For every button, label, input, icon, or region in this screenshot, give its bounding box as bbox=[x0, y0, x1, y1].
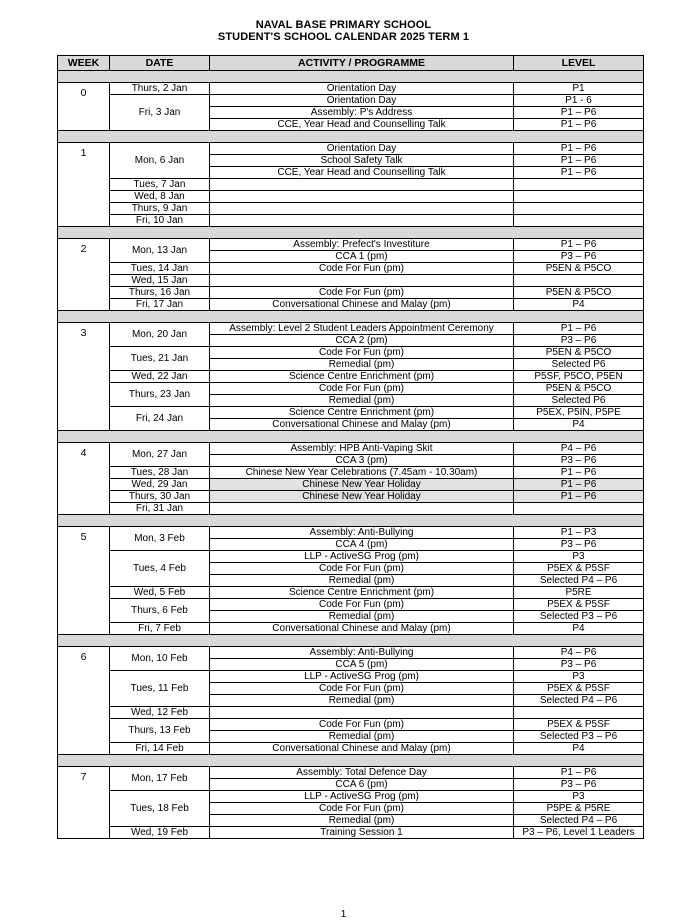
level-cell: P1 – P6 bbox=[514, 107, 644, 119]
level-cell: P5EN & P5CO bbox=[514, 383, 644, 395]
level-cell: P4 bbox=[514, 623, 644, 635]
level-cell: P4 bbox=[514, 419, 644, 431]
column-header-week: WEEK bbox=[58, 56, 110, 71]
activity-cell: Code For Fun (pm) bbox=[210, 599, 514, 611]
level-cell: P1 bbox=[514, 83, 644, 95]
date-cell: Tues, 18 Feb bbox=[110, 791, 210, 827]
level-cell: P1 – P6 bbox=[514, 155, 644, 167]
activity-cell: Science Centre Enrichment (pm) bbox=[210, 407, 514, 419]
table-row bbox=[58, 527, 644, 539]
date-cell: Tues, 21 Jan bbox=[110, 347, 210, 371]
level-cell: P3 – P6, Level 1 Leaders bbox=[514, 827, 644, 839]
separator-cell bbox=[58, 227, 644, 239]
activity-cell: School Safety Talk bbox=[210, 155, 514, 167]
table-row bbox=[58, 95, 644, 107]
level-cell: Selected P6 bbox=[514, 395, 644, 407]
separator-cell bbox=[58, 431, 644, 443]
table-row bbox=[58, 275, 644, 287]
date-cell: Mon, 20 Jan bbox=[110, 323, 210, 347]
date-cell: Thurs, 13 Feb bbox=[110, 719, 210, 743]
level-cell: P1 – P6 bbox=[514, 467, 644, 479]
column-header-date: DATE bbox=[110, 56, 210, 71]
table-row bbox=[58, 179, 644, 191]
date-cell: Mon, 17 Feb bbox=[110, 767, 210, 791]
level-cell: P1 – P6 bbox=[514, 119, 644, 131]
table-row bbox=[58, 287, 644, 299]
level-cell: P3 – P6 bbox=[514, 539, 644, 551]
separator-cell bbox=[58, 515, 644, 527]
activity-cell bbox=[210, 203, 514, 215]
table-header-row bbox=[58, 56, 644, 71]
table-row bbox=[58, 443, 644, 455]
level-cell: Selected P4 – P6 bbox=[514, 695, 644, 707]
level-cell bbox=[514, 179, 644, 191]
level-cell bbox=[514, 275, 644, 287]
level-cell: P4 – P6 bbox=[514, 443, 644, 455]
date-cell: Mon, 13 Jan bbox=[110, 239, 210, 263]
date-cell: Tues, 14 Jan bbox=[110, 263, 210, 275]
calendar-body bbox=[58, 71, 644, 839]
date-cell: Wed, 29 Jan bbox=[110, 479, 210, 491]
separator-cell bbox=[58, 755, 644, 767]
date-cell: Fri, 14 Feb bbox=[110, 743, 210, 755]
column-header-level: LEVEL bbox=[514, 56, 644, 71]
activity-cell: Science Centre Enrichment (pm) bbox=[210, 587, 514, 599]
activity-cell: Chinese New Year Holiday bbox=[210, 479, 514, 491]
activity-cell bbox=[210, 707, 514, 719]
separator-cell bbox=[58, 635, 644, 647]
activity-cell: Remedial (pm) bbox=[210, 695, 514, 707]
activity-cell: Conversational Chinese and Malay (pm) bbox=[210, 743, 514, 755]
date-cell: Mon, 27 Jan bbox=[110, 443, 210, 467]
table-row bbox=[58, 671, 644, 683]
level-cell: P1 – P6 bbox=[514, 323, 644, 335]
activity-cell bbox=[210, 179, 514, 191]
calendar-title: STUDENT'S SCHOOL CALENDAR 2025 TERM 1 bbox=[217, 31, 470, 43]
level-cell: P5EN & P5CO bbox=[514, 347, 644, 359]
week-separator-row bbox=[58, 227, 644, 239]
activity-cell bbox=[210, 275, 514, 287]
level-cell: P4 – P6 bbox=[514, 647, 644, 659]
date-cell: Tues, 7 Jan bbox=[110, 179, 210, 191]
table-row bbox=[58, 299, 644, 311]
level-cell: P3 – P6 bbox=[514, 251, 644, 263]
school-name: NAVAL BASE PRIMARY SCHOOL bbox=[255, 19, 432, 31]
activity-cell: LLP - ActiveSG Prog (pm) bbox=[210, 671, 514, 683]
level-cell: Selected P3 – P6 bbox=[514, 731, 644, 743]
activity-cell bbox=[210, 503, 514, 515]
level-cell: P4 bbox=[514, 743, 644, 755]
week-number-cell: 3 bbox=[58, 323, 110, 431]
level-cell: P1 – P6 bbox=[514, 491, 644, 503]
activity-cell: Assembly: P's Address bbox=[210, 107, 514, 119]
table-row bbox=[58, 647, 644, 659]
separator-cell bbox=[58, 131, 644, 143]
date-cell: Fri, 7 Feb bbox=[110, 623, 210, 635]
table-row bbox=[58, 323, 644, 335]
table-row bbox=[58, 767, 644, 779]
level-cell: P3 – P6 bbox=[514, 335, 644, 347]
activity-cell: Code For Fun (pm) bbox=[210, 683, 514, 695]
activity-cell: Assembly: HPB Anti-Vaping Skit bbox=[210, 443, 514, 455]
table-row bbox=[58, 83, 644, 95]
activity-cell: Conversational Chinese and Malay (pm) bbox=[210, 623, 514, 635]
week-number-cell: 1 bbox=[58, 143, 110, 227]
level-cell: P3 – P6 bbox=[514, 455, 644, 467]
activity-cell: CCE, Year Head and Counselling Talk bbox=[210, 119, 514, 131]
date-cell: Fri, 3 Jan bbox=[110, 95, 210, 131]
level-cell: P1 - 6 bbox=[514, 95, 644, 107]
level-cell: P3 – P6 bbox=[514, 659, 644, 671]
level-cell bbox=[514, 503, 644, 515]
level-cell: P3 – P6 bbox=[514, 779, 644, 791]
table-row bbox=[58, 371, 644, 383]
activity-cell: Code For Fun (pm) bbox=[210, 719, 514, 731]
week-separator-row bbox=[58, 311, 644, 323]
week-separator-row bbox=[58, 515, 644, 527]
activity-cell: Assembly: Total Defence Day bbox=[210, 767, 514, 779]
level-cell: P4 bbox=[514, 299, 644, 311]
activity-cell: Remedial (pm) bbox=[210, 611, 514, 623]
activity-cell: Science Centre Enrichment (pm) bbox=[210, 371, 514, 383]
level-cell bbox=[514, 215, 644, 227]
activity-cell: Assembly: Level 2 Student Leaders Appointment Ceremony bbox=[210, 323, 514, 335]
level-cell: Selected P3 – P6 bbox=[514, 611, 644, 623]
date-cell: Tues, 28 Jan bbox=[110, 467, 210, 479]
level-cell: P3 bbox=[514, 551, 644, 563]
table-row bbox=[58, 383, 644, 395]
date-cell: Mon, 6 Jan bbox=[110, 143, 210, 179]
activity-cell: Chinese New Year Celebrations (7.45am - 10.30am) bbox=[210, 467, 514, 479]
table-row bbox=[58, 707, 644, 719]
activity-cell: CCA 1 (pm) bbox=[210, 251, 514, 263]
activity-cell: Code For Fun (pm) bbox=[210, 563, 514, 575]
activity-cell: Orientation Day bbox=[210, 143, 514, 155]
activity-cell: Code For Fun (pm) bbox=[210, 287, 514, 299]
table-row bbox=[58, 479, 644, 491]
level-cell: P1 – P6 bbox=[514, 479, 644, 491]
week-separator-row bbox=[58, 131, 644, 143]
week-number-cell: 5 bbox=[58, 527, 110, 635]
level-cell: P1 – P6 bbox=[514, 239, 644, 251]
table-row bbox=[58, 623, 644, 635]
week-number-cell: 4 bbox=[58, 443, 110, 515]
table-row bbox=[58, 491, 644, 503]
activity-cell: Assembly: Anti-Bullying bbox=[210, 647, 514, 659]
date-cell: Wed, 22 Jan bbox=[110, 371, 210, 383]
activity-cell: Assembly: Prefect's Investiture bbox=[210, 239, 514, 251]
date-cell: Wed, 15 Jan bbox=[110, 275, 210, 287]
activity-cell: Remedial (pm) bbox=[210, 575, 514, 587]
activity-cell: Conversational Chinese and Malay (pm) bbox=[210, 299, 514, 311]
level-cell: P5PE & P5RE bbox=[514, 803, 644, 815]
level-cell: Selected P4 – P6 bbox=[514, 575, 644, 587]
date-cell: Thurs, 23 Jan bbox=[110, 383, 210, 407]
activity-cell: Remedial (pm) bbox=[210, 359, 514, 371]
date-cell: Thurs, 2 Jan bbox=[110, 83, 210, 95]
date-cell: Fri, 17 Jan bbox=[110, 299, 210, 311]
activity-cell: Orientation Day bbox=[210, 95, 514, 107]
activity-cell: CCA 2 (pm) bbox=[210, 335, 514, 347]
table-row bbox=[58, 143, 644, 155]
table-row bbox=[58, 215, 644, 227]
date-cell: Fri, 10 Jan bbox=[110, 215, 210, 227]
level-cell: P5EX, P5IN, P5PE bbox=[514, 407, 644, 419]
level-cell: P5RE bbox=[514, 587, 644, 599]
activity-cell: Code For Fun (pm) bbox=[210, 347, 514, 359]
week-number-cell: 2 bbox=[58, 239, 110, 311]
activity-cell bbox=[210, 215, 514, 227]
level-cell: P5EN & P5CO bbox=[514, 263, 644, 275]
date-cell: Thurs, 9 Jan bbox=[110, 203, 210, 215]
week-separator-row bbox=[58, 71, 644, 83]
level-cell: P1 – P6 bbox=[514, 767, 644, 779]
date-cell: Tues, 4 Feb bbox=[110, 551, 210, 587]
column-header-activity: ACTIVITY / PROGRAMME bbox=[210, 56, 514, 71]
date-cell: Thurs, 6 Feb bbox=[110, 599, 210, 623]
table-row bbox=[58, 191, 644, 203]
activity-cell: LLP - ActiveSG Prog (pm) bbox=[210, 551, 514, 563]
activity-cell: CCE, Year Head and Counselling Talk bbox=[210, 167, 514, 179]
date-cell: Mon, 10 Feb bbox=[110, 647, 210, 671]
level-cell: P5EX & P5SF bbox=[514, 563, 644, 575]
activity-cell bbox=[210, 191, 514, 203]
table-row bbox=[58, 347, 644, 359]
table-row bbox=[58, 719, 644, 731]
date-cell: Thurs, 16 Jan bbox=[110, 287, 210, 299]
table-row bbox=[58, 827, 644, 839]
week-separator-row bbox=[58, 755, 644, 767]
date-cell: Thurs, 30 Jan bbox=[110, 491, 210, 503]
calendar-table bbox=[57, 55, 644, 839]
level-cell: P3 bbox=[514, 791, 644, 803]
table-row bbox=[58, 203, 644, 215]
date-cell: Fri, 31 Jan bbox=[110, 503, 210, 515]
week-number-cell: 7 bbox=[58, 767, 110, 839]
level-cell: P5EX & P5SF bbox=[514, 683, 644, 695]
level-cell: P5EX & P5SF bbox=[514, 719, 644, 731]
page-number: 1 bbox=[340, 909, 347, 920]
level-cell bbox=[514, 203, 644, 215]
week-number-cell: 6 bbox=[58, 647, 110, 755]
table-row bbox=[58, 263, 644, 275]
table-row bbox=[58, 587, 644, 599]
activity-cell: CCA 3 (pm) bbox=[210, 455, 514, 467]
table-row bbox=[58, 239, 644, 251]
level-cell: P3 bbox=[514, 671, 644, 683]
activity-cell: LLP - ActiveSG Prog (pm) bbox=[210, 791, 514, 803]
date-cell: Tues, 11 Feb bbox=[110, 671, 210, 707]
level-cell bbox=[514, 191, 644, 203]
table-row bbox=[58, 791, 644, 803]
separator-cell bbox=[58, 311, 644, 323]
week-separator-row bbox=[58, 431, 644, 443]
activity-cell: CCA 5 (pm) bbox=[210, 659, 514, 671]
level-cell: P1 – P3 bbox=[514, 527, 644, 539]
activity-cell: Code For Fun (pm) bbox=[210, 383, 514, 395]
separator-cell bbox=[58, 71, 644, 83]
date-cell: Wed, 19 Feb bbox=[110, 827, 210, 839]
date-cell: Mon, 3 Feb bbox=[110, 527, 210, 551]
level-cell: Selected P6 bbox=[514, 359, 644, 371]
activity-cell: Orientation Day bbox=[210, 83, 514, 95]
activity-cell: Remedial (pm) bbox=[210, 395, 514, 407]
date-cell: Fri, 24 Jan bbox=[110, 407, 210, 431]
level-cell: P1 – P6 bbox=[514, 167, 644, 179]
date-cell: Wed, 12 Feb bbox=[110, 707, 210, 719]
activity-cell: CCA 4 (pm) bbox=[210, 539, 514, 551]
table-row bbox=[58, 551, 644, 563]
level-cell: P5EX & P5SF bbox=[514, 599, 644, 611]
activity-cell: Training Session 1 bbox=[210, 827, 514, 839]
activity-cell: Remedial (pm) bbox=[210, 815, 514, 827]
table-row bbox=[58, 467, 644, 479]
level-cell: Selected P4 – P6 bbox=[514, 815, 644, 827]
level-cell bbox=[514, 707, 644, 719]
activity-cell: Remedial (pm) bbox=[210, 731, 514, 743]
level-cell: P5SF, P5CO, P5EN bbox=[514, 371, 644, 383]
date-cell: Wed, 8 Jan bbox=[110, 191, 210, 203]
table-row bbox=[58, 743, 644, 755]
activity-cell: Code For Fun (pm) bbox=[210, 263, 514, 275]
activity-cell: Chinese New Year Holiday bbox=[210, 491, 514, 503]
table-row bbox=[58, 407, 644, 419]
activity-cell: Assembly: Anti-Bullying bbox=[210, 527, 514, 539]
date-cell: Wed, 5 Feb bbox=[110, 587, 210, 599]
activity-cell: Code For Fun (pm) bbox=[210, 803, 514, 815]
level-cell: P1 – P6 bbox=[514, 143, 644, 155]
activity-cell: Conversational Chinese and Malay (pm) bbox=[210, 419, 514, 431]
week-number-cell: 0 bbox=[58, 83, 110, 131]
table-row bbox=[58, 503, 644, 515]
table-row bbox=[58, 599, 644, 611]
week-separator-row bbox=[58, 635, 644, 647]
activity-cell: CCA 6 (pm) bbox=[210, 779, 514, 791]
level-cell: P5EN & P5CO bbox=[514, 287, 644, 299]
